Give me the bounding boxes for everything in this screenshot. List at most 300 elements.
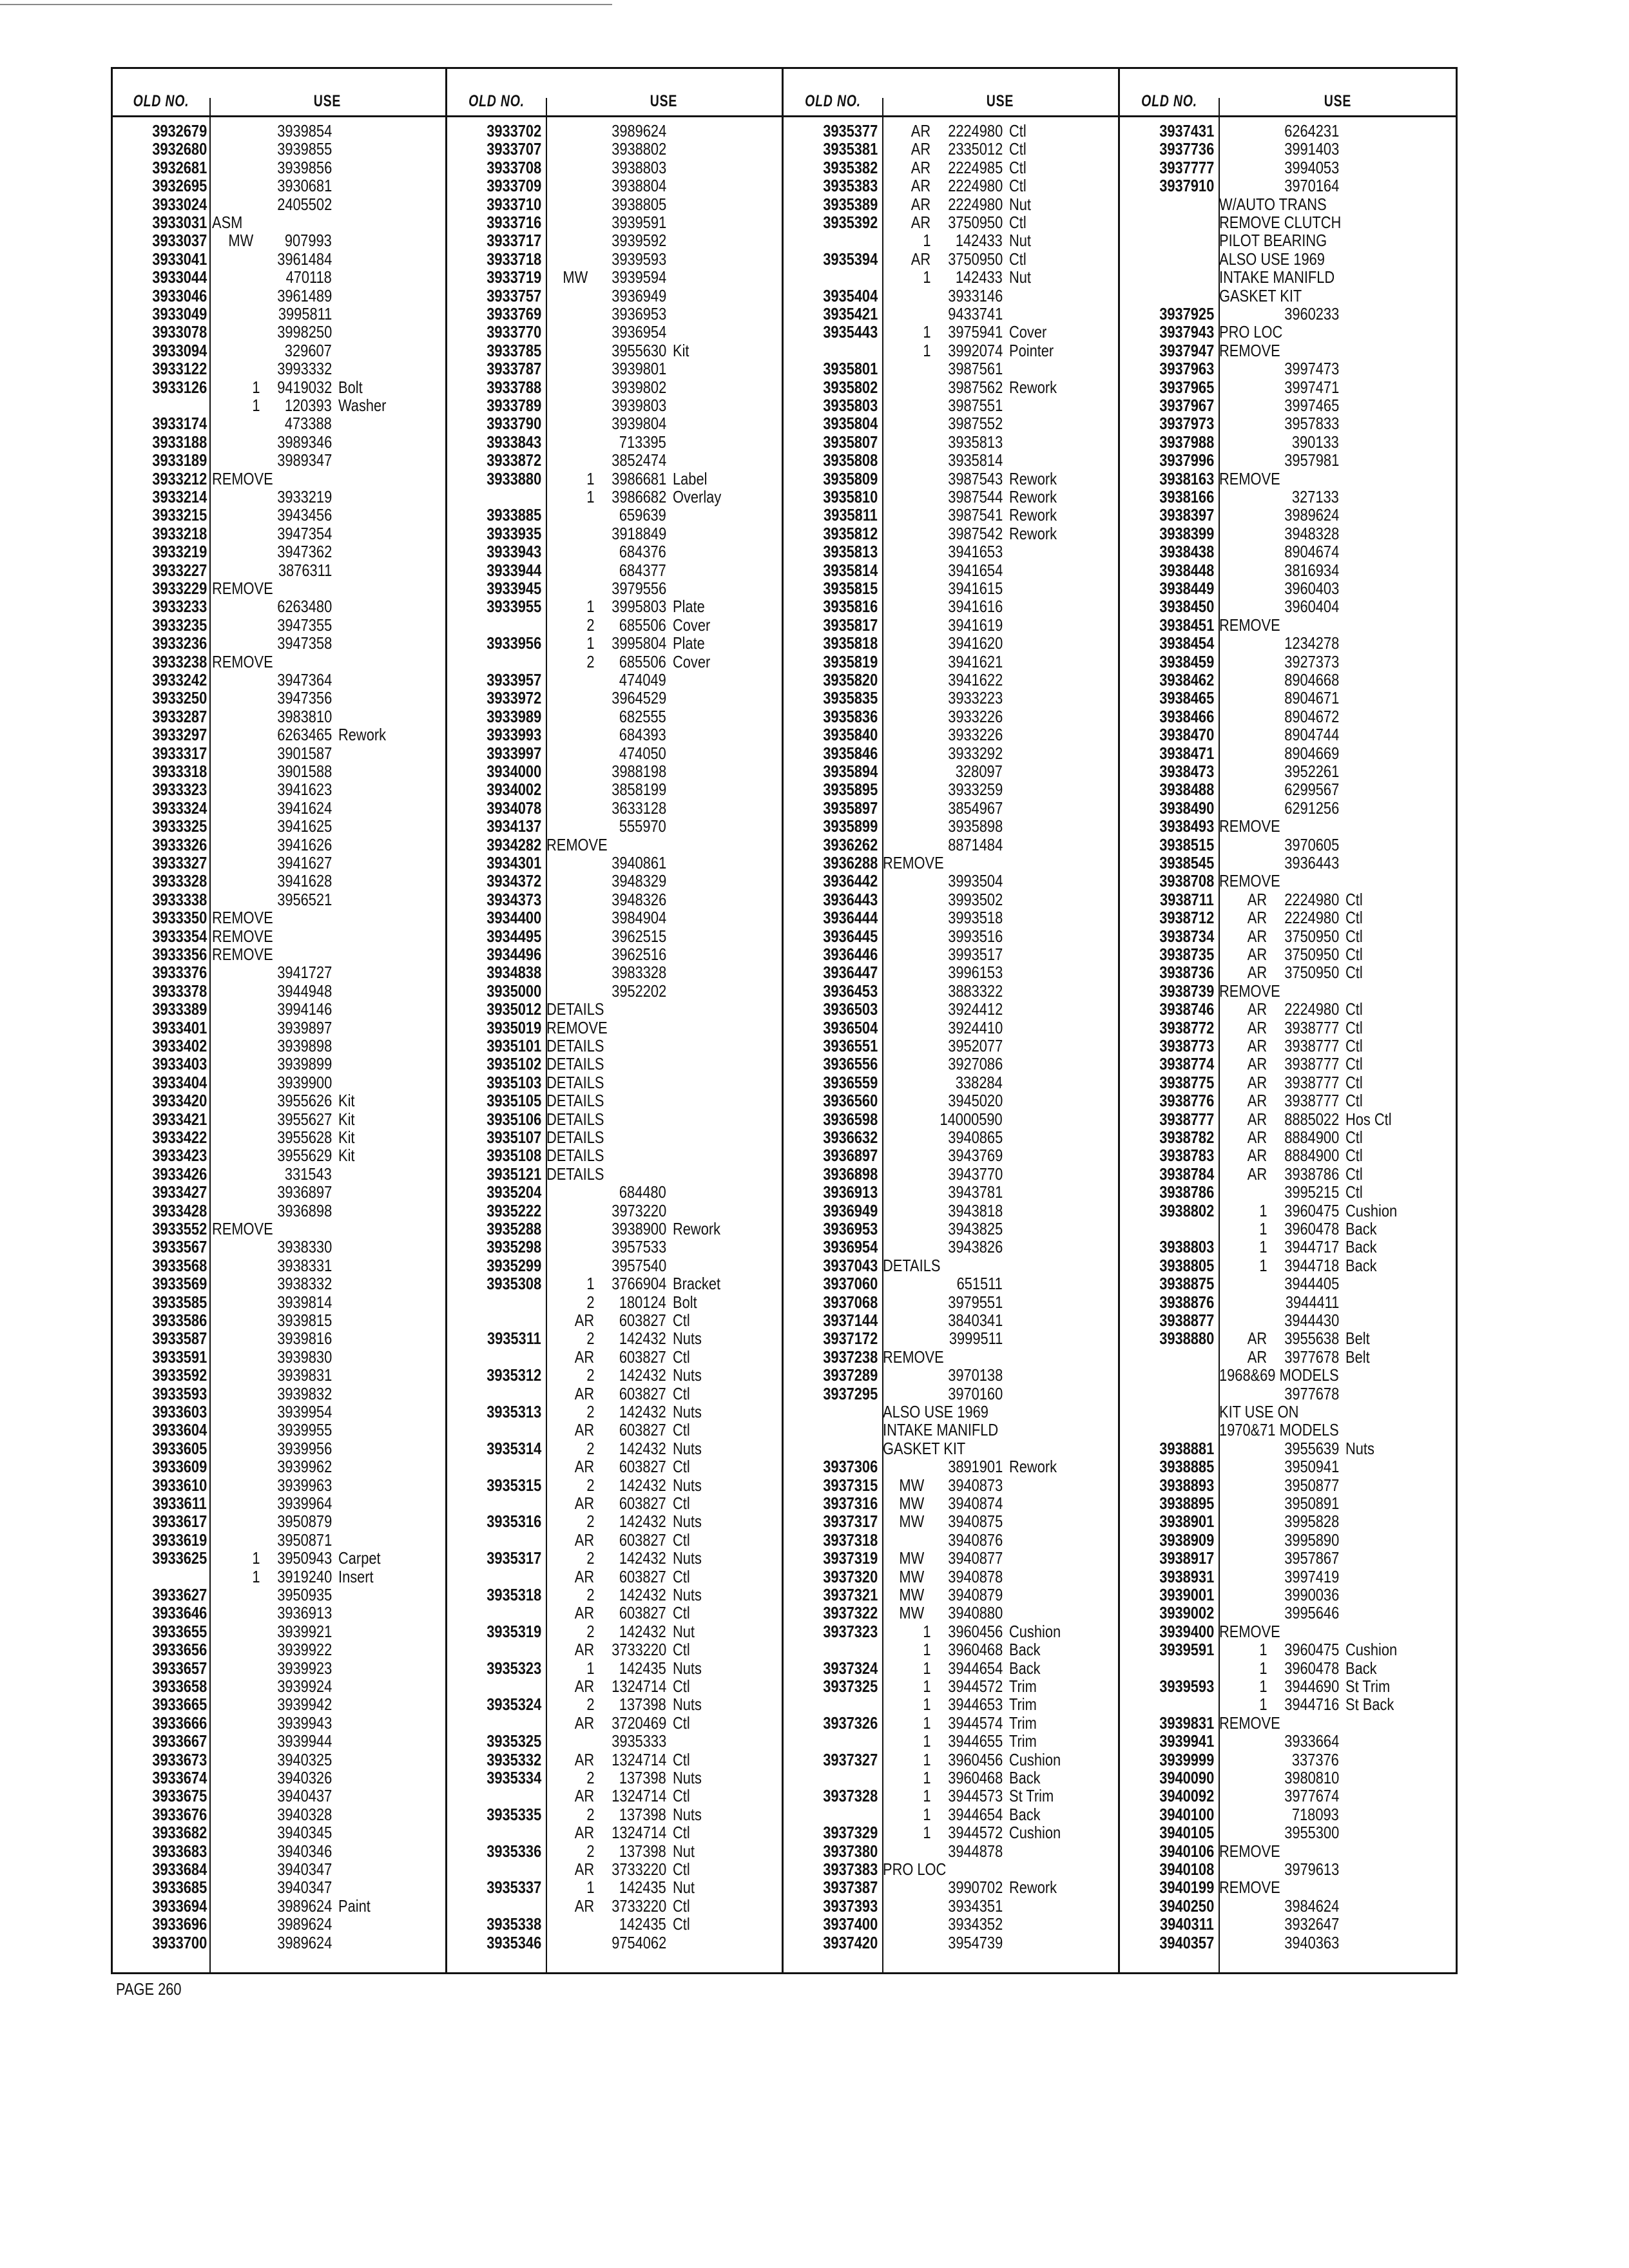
use-number: 3941727 [276,963,332,983]
old-number: 3935818 [822,633,878,653]
old-number: 3940100 [1159,1804,1214,1824]
quantity: 1 [922,322,930,342]
note-text: DETAILS [883,1255,941,1275]
table-row [113,1842,448,1860]
part-description: Kit [338,1109,355,1129]
table-row [447,780,782,798]
old-number: 3936262 [822,834,878,854]
quantity: AR [574,1494,594,1513]
old-number: 3939593 [1159,1677,1214,1696]
use-number: 3938803 [611,157,666,177]
use-number: 3995890 [1284,1530,1339,1550]
old-number: 3938735 [1159,945,1214,964]
use-number: 3944654 [947,1804,1003,1824]
part-description: Bolt [673,1292,697,1312]
table-row [1120,1311,1455,1329]
table-row [1120,1659,1455,1677]
use-number: 3939803 [611,396,666,415]
table-row [1120,1769,1455,1787]
table-row [113,689,448,707]
use-number: 3944655 [947,1731,1003,1751]
old-number: 3935802 [822,377,878,397]
table-row [1120,1878,1455,1896]
table-row [447,1934,782,1952]
part-description: Kit [338,1091,355,1111]
old-number: 3935298 [486,1237,541,1257]
table-row [784,1677,1119,1695]
old-number: 3937943 [1159,322,1214,342]
table-row [784,287,1119,305]
use-number: 3941615 [947,579,1003,598]
use-number: 3944948 [276,981,332,1001]
old-number: 3936288 [822,853,878,872]
old-number: 3935897 [822,798,878,818]
use-number: 1234278 [1284,633,1339,653]
table-row [113,433,448,451]
use-number: 142435 [619,1878,666,1898]
note-text: GASKET KIT [1219,285,1302,305]
use-number: 3930681 [276,176,332,196]
quantity: 1 [251,1566,260,1586]
table-row [784,1385,1119,1403]
old-number: 3937963 [1159,359,1214,379]
use-number: 3945020 [947,1091,1003,1111]
use-number: 3940873 [947,1475,1003,1495]
table-row [447,195,782,213]
use-number: 3938777 [1284,1017,1339,1037]
old-number: 3937068 [822,1292,878,1312]
part-description: Ctl [673,1420,690,1440]
old-number: 3938746 [1159,999,1214,1019]
old-number: 3933421 [151,1109,207,1129]
table-row [113,579,448,597]
old-number: 3933945 [486,579,541,598]
header-use: USE [313,92,342,110]
old-number: 3933586 [151,1311,207,1330]
part-description: Back [1009,1658,1041,1678]
old-number: 3935288 [486,1219,541,1238]
part-description: Bracket [673,1274,721,1294]
old-number: 3935319 [486,1621,541,1641]
old-number: 3937318 [822,1530,878,1550]
old-number: 3935103 [486,1072,541,1092]
old-number: 3933684 [151,1860,207,1879]
part-description: Ctl [673,1457,690,1477]
old-number: 3933404 [151,1072,207,1092]
use-number: 474049 [619,670,666,689]
old-number: 3933567 [151,1237,207,1257]
table-row [1120,671,1455,689]
use-number: 3935813 [947,432,1003,452]
quantity: AR [574,1786,594,1806]
table-row [1120,250,1455,268]
part-description: Nuts [673,1695,702,1715]
use-number: 3979613 [1284,1860,1339,1879]
table-row [1120,1073,1455,1091]
use-number: 3854967 [947,798,1003,818]
note-text: DETAILS [546,1091,604,1111]
note-text: DETAILS [546,1109,604,1129]
use-number: 142432 [619,1548,666,1568]
quantity: 1 [922,1786,930,1806]
table-row [447,579,782,597]
table-row [113,1019,448,1037]
use-number: 470118 [285,267,332,287]
part-description: Ctl [673,1749,690,1769]
old-number: 3939400 [1159,1621,1214,1641]
old-number: 3933710 [486,194,541,214]
old-number: 3933788 [486,377,541,397]
old-number: 3933619 [151,1530,207,1550]
quantity: 1 [1258,1219,1267,1238]
old-number: 3935101 [486,1036,541,1055]
use-number: 3944411 [1285,1292,1339,1312]
old-number: 3935382 [822,157,878,177]
table-row [784,323,1119,341]
table-row [784,1860,1119,1878]
use-number: 3987562 [947,377,1003,397]
quantity: 1 [922,1749,930,1769]
table-row [784,470,1119,488]
quantity: 2 [586,1804,594,1824]
table-row [113,1220,448,1238]
old-number: 3938438 [1159,542,1214,562]
part-description: Nut [673,1878,695,1898]
table-row [113,945,448,963]
table-row [447,1823,782,1841]
use-number: 3939897 [276,1017,332,1037]
use-number: 684377 [619,560,666,580]
old-number: 3933972 [486,688,541,708]
table-row [113,1146,448,1164]
use-number: 3993517 [947,945,1003,964]
table-row [1120,1640,1455,1658]
quantity: 2 [586,1329,594,1349]
use-number: 3943825 [947,1219,1003,1238]
use-number: 3939955 [276,1420,332,1440]
note-text: DETAILS [546,1036,604,1055]
table-row [447,1622,782,1640]
old-number: 3935814 [822,560,878,580]
use-number: 180124 [619,1292,666,1312]
old-number: 3938471 [1159,743,1214,763]
old-number: 3937327 [822,1749,878,1769]
old-number: 3933997 [486,743,541,763]
table-row [784,1165,1119,1183]
table-row [1120,1805,1455,1823]
table-row [1120,1604,1455,1622]
old-number: 3938448 [1159,560,1214,580]
use-number: 3995646 [1284,1603,1339,1623]
quantity: AR [1247,1329,1267,1349]
part-description: Rework [673,1219,721,1238]
use-number: 3980810 [1284,1768,1339,1787]
part-description: Cover [673,651,711,671]
old-number: 3933402 [151,1036,207,1055]
part-description: Nuts [673,1658,702,1678]
use-number: 137398 [619,1841,666,1861]
table-row [784,1329,1119,1347]
old-number: 3935394 [822,249,878,269]
table-row [447,1037,782,1055]
use-number: 603827 [619,1311,666,1330]
old-number: 3935801 [822,359,878,379]
part-description: Cushion [1009,1823,1061,1843]
old-number: 3935812 [822,523,878,543]
old-number: 3935337 [486,1878,541,1898]
quantity: AR [574,1530,594,1550]
table-row [1120,653,1455,671]
note-text: PRO LOC [883,1860,947,1879]
table-row [784,488,1119,506]
table-row [113,671,448,689]
table-row [1120,287,1455,305]
quantity: MW [899,1603,924,1623]
table-row [784,1751,1119,1769]
old-number: 3937967 [1159,396,1214,415]
part-description: Ctl [673,1914,690,1934]
use-number: 474050 [619,743,666,763]
table-row [1120,597,1455,615]
table-row [113,1915,448,1933]
table-row [447,1366,782,1384]
table-row [113,1329,448,1347]
use-number: 3950935 [276,1585,332,1604]
old-number: 3940092 [1159,1786,1214,1806]
use-number: 3950877 [1284,1475,1339,1495]
old-number: 3936559 [822,1072,878,1092]
old-number: 3935836 [822,706,878,726]
old-number: 3938774 [1159,1054,1214,1074]
quantity: 2 [586,651,594,671]
use-number: 3950871 [276,1530,332,1550]
old-number: 3935807 [822,432,878,452]
quantity: 1 [922,267,930,287]
table-row [447,671,782,689]
table-row [784,1348,1119,1366]
table-row [1120,159,1455,177]
table-row [113,1622,448,1640]
old-number: 3933683 [151,1841,207,1861]
old-number: 3938490 [1159,798,1214,818]
table-row [1120,1897,1455,1915]
quantity: MW [899,1512,924,1532]
old-number: 3933646 [151,1603,207,1623]
table-row [447,963,782,981]
table-row [784,1732,1119,1750]
quantity: MW [899,1494,924,1513]
table-row [447,433,782,451]
old-number: 3935377 [822,121,878,140]
table-row [447,140,782,158]
quantity: 2 [586,1768,594,1787]
note-text: REMOVE [1219,816,1280,836]
table-row [1120,1934,1455,1952]
table-row [113,159,448,177]
table-row [447,1128,782,1146]
use-number: 3939922 [276,1640,332,1660]
old-number: 3938875 [1159,1274,1214,1294]
old-number: 3933665 [151,1695,207,1715]
table-row [447,634,782,652]
use-number: 3944717 [1284,1237,1339,1257]
use-number: 3938777 [1284,1072,1339,1092]
old-number: 3933250 [151,688,207,708]
old-number: 3933389 [151,999,207,1019]
part-description: Back [1009,1768,1041,1787]
quantity: 1 [922,1658,930,1678]
note-text: REMOVE [1219,1713,1280,1733]
table-row [113,140,448,158]
table-row [784,360,1119,378]
table-row [784,1457,1119,1475]
old-number: 3933943 [486,542,541,562]
table-row [447,1769,782,1787]
parts-interchange-table [111,67,1458,1974]
old-number: 3933667 [151,1731,207,1751]
table-row [113,305,448,323]
note-text: REMOVE [883,1347,944,1367]
old-number: 3935810 [822,487,878,506]
table-row [447,1165,782,1183]
part-description: Rework [1009,1457,1057,1477]
table-row [1120,1238,1455,1256]
quantity: AR [574,1749,594,1769]
quantity: 1 [1258,1200,1267,1220]
old-number: 3934838 [486,963,541,983]
use-number: 3987552 [947,414,1003,434]
quantity: AR [574,1896,594,1916]
note-text: DETAILS [546,999,604,1019]
table-row [784,1769,1119,1787]
old-number: 3934400 [486,908,541,928]
use-number: 3938900 [611,1219,666,1238]
table-row [113,1403,448,1421]
table-row [784,1091,1119,1110]
table-row [113,1805,448,1823]
quantity: MW [899,1585,924,1604]
table-row [1120,1202,1455,1220]
old-number: 3936598 [822,1109,878,1129]
old-number: 3938803 [1159,1237,1214,1257]
use-number: 3939855 [276,139,332,159]
note-text: INTAKE MANIFLD [1219,267,1335,287]
part-description: Nuts [673,1329,702,1349]
use-number: 3940347 [276,1860,332,1879]
table-row [1120,1366,1455,1384]
use-number: 684376 [619,542,666,562]
old-number: 3937996 [1159,450,1214,470]
table-row [784,1476,1119,1494]
use-number: 3939814 [276,1292,332,1312]
quantity: 1 [922,1695,930,1715]
old-number: 3933708 [486,157,541,177]
part-description: Trim [1009,1713,1037,1733]
quantity: AR [574,1677,594,1696]
use-number: 3962516 [611,945,666,964]
table-row [447,1568,782,1586]
table-row [1120,323,1455,341]
use-number: 3939923 [276,1658,332,1678]
table-row [784,1878,1119,1896]
old-number: 3935313 [486,1402,541,1421]
quantity: 2 [586,1438,594,1458]
table-row [1120,982,1455,1000]
table-row [447,1714,782,1732]
use-number: 3955626 [276,1091,332,1111]
part-description: Ctl [1345,1128,1363,1147]
old-number: 3933609 [151,1457,207,1477]
old-number: 3938782 [1159,1128,1214,1147]
use-number: 3933226 [947,725,1003,745]
quantity: 2 [586,1585,594,1604]
table-row [113,1568,448,1586]
table-row [784,1604,1119,1622]
use-number: 142432 [619,1329,666,1349]
use-number: 3970160 [947,1383,1003,1403]
old-number: 3936503 [822,999,878,1019]
use-number: 3941622 [947,670,1003,689]
table-row [113,1476,448,1494]
use-number: 3961489 [276,285,332,305]
table-row [113,1037,448,1055]
old-number: 3933422 [151,1128,207,1147]
table-row [784,1366,1119,1384]
use-number: 3927373 [1284,651,1339,671]
old-number: 3933126 [151,377,207,397]
table-row [447,1000,782,1018]
old-number: 3933287 [151,706,207,726]
old-number: 3936444 [822,908,878,928]
header-use: USE [1324,92,1352,110]
table-row [447,1073,782,1091]
part-description: Nut [1009,194,1031,214]
old-number: 3933605 [151,1438,207,1458]
quantity: AR [1247,999,1267,1019]
part-description: Ctl [673,1860,690,1879]
use-number: 3933259 [947,780,1003,800]
use-number: 603827 [619,1383,666,1403]
use-number: 3957833 [1284,414,1339,434]
use-number: 3993518 [947,908,1003,928]
old-number: 3938473 [1159,762,1214,781]
use-number: 3983328 [611,963,666,983]
part-description: St Back [1345,1695,1394,1715]
table-row [113,1677,448,1695]
old-number: 3936898 [822,1164,878,1184]
table-row [447,653,782,671]
note-text: REMOVE [212,651,273,671]
old-number: 3935381 [822,139,878,159]
quantity: 1 [922,1731,930,1751]
table-row [447,378,782,396]
old-number: 3934000 [486,762,541,781]
part-description: Nuts [673,1512,702,1532]
table-row [1120,1293,1455,1311]
quantity: AR [911,213,930,232]
note-text: REMOVE [212,908,273,928]
use-number: 3964529 [611,688,666,708]
old-number: 3933423 [151,1146,207,1166]
part-description: Ctl [1345,1017,1363,1037]
use-number: 3939899 [276,1054,332,1074]
table-row [447,1220,782,1238]
use-number: 137398 [619,1804,666,1824]
table-row [784,305,1119,323]
old-number: 3933323 [151,780,207,800]
use-number: 3939964 [276,1494,332,1513]
table-row [784,726,1119,744]
